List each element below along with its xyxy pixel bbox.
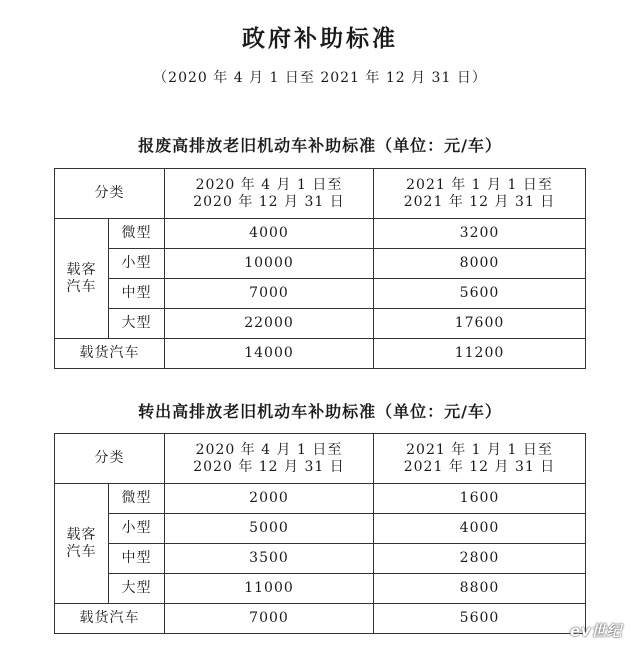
table-row	[55, 279, 586, 309]
vehicle-type: 微型	[109, 484, 165, 514]
subsidy-period1: 11000	[165, 574, 374, 604]
period1-header-line1: 2020 年 4 月 1 日至	[195, 176, 343, 193]
subsidy-period1: 7000	[165, 279, 374, 309]
page-subtitle: （2020 年 4 月 1 日至 2021 年 12 月 31 日）	[153, 70, 487, 86]
table-row	[55, 514, 586, 544]
subsidy-period1: 4000	[165, 219, 374, 249]
subsidy-period1: 10000	[165, 249, 374, 279]
period1-header	[165, 434, 374, 484]
ev-century-watermark: ev世纪	[570, 622, 622, 640]
subsidy-period2: 11200	[374, 339, 586, 369]
table-row	[55, 544, 586, 574]
subsidy-period1: 22000	[165, 309, 374, 339]
subsidy-period1: 2000	[165, 484, 374, 514]
subsidy-period2: 8800	[374, 574, 586, 604]
table-row	[55, 249, 586, 279]
vehicle-type: 大型	[109, 309, 165, 339]
transfer-subsidy-table-caption: 转出高排放老旧机动车补助标准（单位：元/车）	[138, 402, 502, 421]
vehicle-type: 中型	[109, 544, 165, 574]
subsidy-period2: 5600	[374, 279, 586, 309]
subsidy-period2: 5600	[374, 604, 586, 634]
subsidy-period2: 17600	[374, 309, 586, 339]
vehicle-type: 中型	[109, 279, 165, 309]
period1-header-line2: 2020 年 12 月 31 日	[193, 193, 345, 210]
subsidy-period2: 1600	[374, 484, 586, 514]
period2-header	[374, 169, 586, 219]
table-row	[55, 484, 586, 514]
passenger-group-label: 载客 汽车	[55, 484, 109, 604]
vehicle-type: 大型	[109, 574, 165, 604]
subsidy-period1: 5000	[165, 514, 374, 544]
table-header-row	[55, 169, 586, 219]
vehicle-type: 小型	[109, 249, 165, 279]
period2-header-line1: 2021 年 1 月 1 日至	[406, 441, 553, 458]
subsidy-period2: 4000	[374, 514, 586, 544]
subsidy-period2: 2800	[374, 544, 586, 574]
subsidy-period1: 7000	[165, 604, 374, 634]
table-row	[55, 309, 586, 339]
page-title: 政府补助标准	[242, 25, 398, 52]
subsidy-period2: 8000	[374, 249, 586, 279]
table-header-row	[55, 434, 586, 484]
period2-header	[374, 434, 586, 484]
transfer-subsidy-table	[54, 433, 586, 634]
subsidy-period2: 3200	[374, 219, 586, 249]
period1-header-line2: 2020 年 12 月 31 日	[193, 458, 345, 475]
period2-header-line2: 2021 年 12 月 31 日	[403, 458, 556, 475]
passenger-group-label: 载客 汽车	[55, 219, 109, 339]
scrap-subsidy-table-caption: 报废高排放老旧机动车补助标准（单位：元/车）	[138, 136, 502, 155]
table-row	[55, 574, 586, 604]
category-header: 分类	[55, 434, 165, 484]
freight-label: 载货汽车	[55, 604, 165, 634]
period2-header-line1: 2021 年 1 月 1 日至	[406, 176, 553, 193]
vehicle-type: 小型	[109, 514, 165, 544]
subsidy-period1: 14000	[165, 339, 374, 369]
period1-header	[165, 169, 374, 219]
freight-row	[55, 339, 586, 369]
category-header: 分类	[55, 169, 165, 219]
table-row	[55, 219, 586, 249]
period2-header-line2: 2021 年 12 月 31 日	[403, 193, 556, 210]
subsidy-period1: 3500	[165, 544, 374, 574]
period1-header-line1: 2020 年 4 月 1 日至	[195, 441, 343, 458]
vehicle-type: 微型	[109, 219, 165, 249]
freight-row	[55, 604, 586, 634]
freight-label: 载货汽车	[55, 339, 165, 369]
scrap-subsidy-table	[54, 168, 586, 369]
